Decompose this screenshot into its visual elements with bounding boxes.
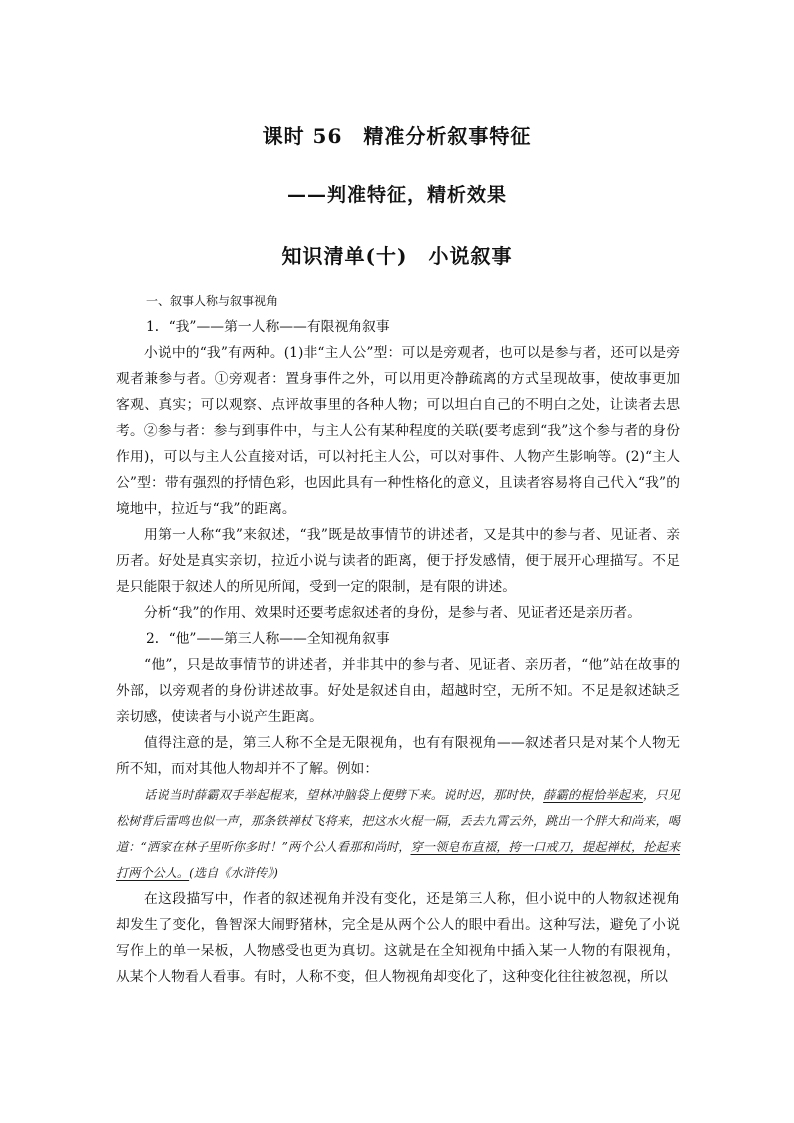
quoted-excerpt	[116, 782, 680, 886]
paragraph: 值得注意的是，第三人称不全是无限视角，也有有限视角——叙述者只是对某个人物无所不知，而对其他人物却并不了解。例如：	[116, 735, 680, 777]
quote-underlined: 薛霸的棍恰举起来	[543, 788, 643, 802]
paragraph: 在这段描写中，作者的叙述视角并没有变化，还是第三人称，但小说中的人物叙述视角却发生了变化，鲁智深大闹野猪林，完全是从两个公人的眼中看出。这种写法，避免了小说写作上的单一呆板，人物感受也更为真切。这就是在全知视角中插入某一人物的有限视角，从某个人物看人看事。有时，人称不变，但人物视角却变化了，这种变化往往被忽视，所以	[116, 891, 680, 985]
lesson-subtitle: ——判准特征，精析效果	[286, 184, 507, 206]
paragraph: “他”，只是故事情节的讲述者，并非其中的参与者、见证者、亲历者，“他”站在故事的外部，以旁观者的身份讲述故事。好处是叙述自由，超越时空，无所不知。不足是叙述缺乏亲切感，使读者与小说产生距离。	[116, 657, 680, 725]
paragraph: 小说中的“我”有两种。(1)非“主人公”型：可以是旁观者，也可以是参与者，还可以是旁观者兼参与者。①旁观者：置身事件之外，可以用更冷静疏离的方式呈现故事，使故事更加客观、真实；可以观察、点评故事里的各种人物；可以坦白自己的不明白之处，让读者去思考。②参与者：参与到事件中，与主人公有某种程度的关联(要考虑到“我”这个参与者的身份作用)，可以与主人公直接对话，可以衬托主人公，可以对事件、人物产生影响等。(2)“主人公”型：带有强烈的抒情色彩，也因此具有一种性格化的意义，且读者容易将自己代入“我”的境地中，拉近与“我”的距离。	[116, 345, 680, 517]
paragraph: 分析“我”的作用、效果时还要考虑叙述者的身份，是参与者、见证者还是亲历者。	[144, 605, 641, 621]
section-title: 知识清单(十) 小说叙事	[281, 244, 513, 268]
document-body	[116, 288, 680, 990]
section-heading: 一、叙事人称与叙事视角	[146, 294, 279, 308]
quote-source: (选自《水浒传》)	[189, 866, 278, 880]
subheading-first-person: 1．“我”——第一人称——有限视角叙事	[146, 319, 390, 335]
quote-text: ，只见松树背后雷鸣也似一声，那条铁禅杖飞将来，把这水火棍一隔，丢去九霄云外，跳出一个胖大和尚来，喝道：“洒家在林子里听你多时！”两个公人看那和尚时，	[116, 788, 681, 854]
subheading-third-person: 2．“他”——第三人称——全知视角叙事	[146, 631, 390, 647]
quote-text: 话说当时薛霸双手举起棍来，望林冲脑袋上便劈下来。说时迟，那时快，	[144, 788, 544, 802]
paragraph: 用第一人称“我”来叙述，“我”既是故事情节的讲述者，又是其中的参与者、见证者、亲历者。好处是真实亲切，拉近小说与读者的距离，便于抒发感情，便于展开心理描写。不足是只能限于叙述人的所见所闻，受到一定的限制，是有限的讲述。	[116, 527, 680, 595]
lesson-title: 课时 56 精准分析叙事特征	[262, 124, 532, 148]
quote-underlined: 穿一领皂布直裰，挎一口戒刀，提起禅杖，抡起来打两个公人。	[116, 840, 681, 880]
